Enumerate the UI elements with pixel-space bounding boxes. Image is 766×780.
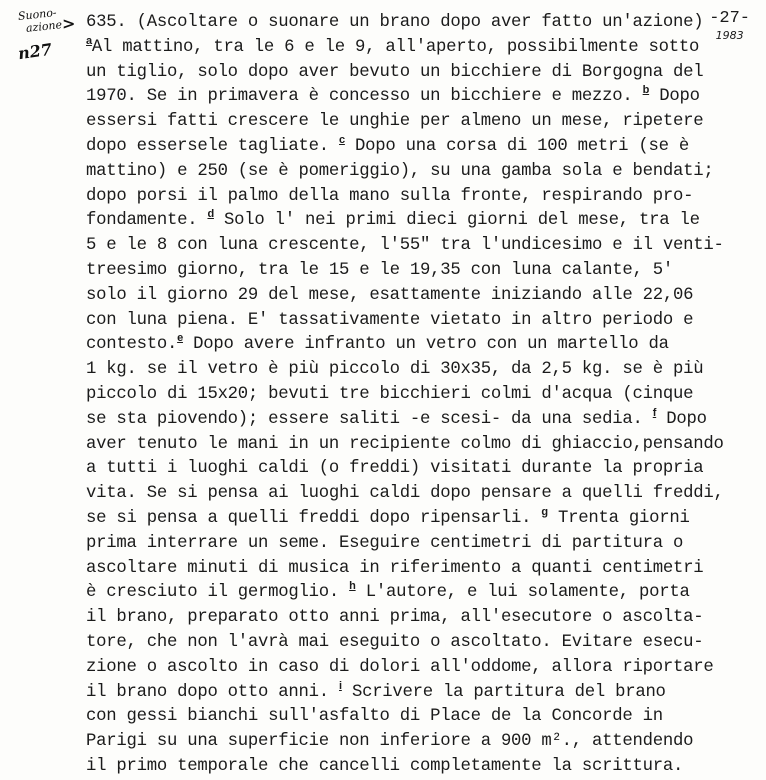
- text-line: [86, 557, 756, 582]
- footnote-marker: g: [541, 505, 548, 518]
- text-segment: zione o ascolto in caso di dolori all'oddome, allora riportare: [86, 657, 714, 677]
- text-segment: il brano, preparato otto anni prima, all'esecutore o ascolta-: [86, 608, 704, 628]
- text-segment: 5 e le 8 con luna crescente, l'55" tra l'undicesimo e il venti-: [86, 236, 724, 256]
- text-line: [86, 730, 756, 755]
- text-segment: prima interrare un seme. Eseguire centimetri di partitura o: [86, 533, 684, 553]
- text-line: [86, 507, 756, 532]
- footnote-marker: h: [349, 580, 356, 593]
- footnote-marker: b: [642, 84, 650, 97]
- text-line: [86, 457, 756, 482]
- text-segment: un tiglio, solo dopo aver bevuto un bicchiere di Borgogna del: [86, 62, 704, 82]
- text-segment: fondamente.: [86, 211, 208, 231]
- footnote-marker: i: [339, 679, 342, 692]
- text-segment: L'autore, e lui solamente, porta: [355, 583, 690, 603]
- text-segment: è cresciuto il germoglio.: [86, 583, 350, 603]
- text-segment: con luna piena. E' tassativamente vietato in altro periodo e: [86, 310, 694, 330]
- text-segment: Dopo avere infranto un vetro con un martello da: [182, 335, 669, 355]
- text-segment: Dopo una corsa di 100 metri (se è: [344, 136, 689, 156]
- text-segment: solo il giorno 29 del mese, esattamente iniziando alle 22,06: [86, 285, 694, 305]
- text-segment: treesimo giorno, tra le 15 e le 19,35 con luna calante, 5': [86, 260, 673, 280]
- text-segment: Dopo: [649, 87, 700, 107]
- text-line: [86, 209, 756, 234]
- text-line: [86, 656, 756, 681]
- text-line: [86, 259, 756, 284]
- text-line: [86, 681, 756, 706]
- text-segment: se sta piovendo); essere saliti -e scesi- da una sedia.: [86, 409, 653, 429]
- margin-note-word-bottom: azione: [25, 18, 63, 35]
- margin-arrow-icon: >: [62, 14, 76, 33]
- text-segment: aver tenuto le mani in un recipiente colmo di ghiaccio,pensando: [86, 434, 724, 454]
- page-year: 1983: [715, 29, 744, 42]
- text-segment: Trenta giorni: [547, 508, 690, 528]
- text-line: [86, 482, 756, 507]
- text-line: [86, 581, 756, 606]
- footnote-marker: d: [207, 208, 214, 221]
- text-line: [86, 408, 756, 433]
- footnote-marker: a: [86, 34, 92, 47]
- body-text: [86, 11, 756, 780]
- text-segment: Solo l' nei primi dieci giorni del mese, tra le: [213, 211, 700, 231]
- text-line: [86, 284, 756, 309]
- text-segment: dopo essersele tagliate.: [86, 136, 340, 156]
- text-line: [86, 532, 756, 557]
- footnote-marker: f: [652, 406, 657, 419]
- text-segment: ascoltare minuti di musica in riferimento a quanti centimetri: [86, 558, 704, 578]
- text-segment: Dopo: [656, 409, 707, 429]
- text-line: [86, 85, 756, 110]
- text-segment: mattino) e 250 (se è pomeriggio), su una gamba sola e bendati;: [86, 161, 714, 181]
- text-line: [86, 36, 756, 61]
- page-number-text: -27-: [709, 9, 750, 28]
- text-line: [86, 433, 756, 458]
- text-line: [86, 755, 756, 780]
- text-segment: il primo temporale che cancelli completamente la scrittura.: [86, 756, 684, 776]
- text-segment: Scrivere la partitura del brano: [341, 682, 666, 702]
- text-segment: a tutti i luoghi caldi (o freddi) visitati durante la propria: [86, 459, 704, 479]
- margin-note-number: n27: [16, 39, 54, 64]
- text-segment: 1 kg. se il vetro è più piccolo di 30x35, da 2,5 kg. se è più: [86, 360, 704, 380]
- text-line: [86, 61, 756, 86]
- text-segment: 635. (Ascoltare o suonare un brano dopo aver fatto un'azione): [86, 13, 704, 32]
- text-line: [86, 631, 756, 656]
- text-segment: tore, che non l'avrà mai eseguito o ascoltato. Evitare esecu-: [86, 632, 704, 652]
- text-segment: 1970. Se in primavera è concesso un bicchiere e mezzo.: [86, 87, 643, 107]
- text-segment: il brano dopo otto anni.: [86, 682, 340, 702]
- text-line: [86, 333, 756, 358]
- text-segment: con gessi bianchi sull'asfalto di Place de la Concorde in: [86, 707, 663, 727]
- text-line: [86, 110, 756, 135]
- text-line: [86, 135, 756, 160]
- footnote-marker: e: [177, 332, 183, 345]
- text-segment: essersi fatti crescere le unghie per almeno un mese, ripetere: [86, 112, 704, 132]
- text-line: [86, 383, 756, 408]
- text-segment: se si pensa a quelli freddi dopo ripensarli.: [86, 508, 542, 528]
- text-segment: contesto.: [86, 335, 178, 355]
- margin-note-word-top: Suono-: [17, 6, 58, 23]
- text-line: [86, 358, 756, 383]
- text-segment: Al mattino, tra le 6 e le 9, all'aperto, possibilmente sotto: [91, 37, 700, 57]
- text-segment: dopo porsi il palmo della mano sulla fronte, respirando pro-: [86, 186, 694, 206]
- text-line: [86, 234, 756, 259]
- text-line: [86, 309, 756, 334]
- text-line: [86, 705, 756, 730]
- text-segment: vita. Se si pensa ai luoghi caldi dopo pensare a quelli freddi,: [86, 484, 724, 504]
- footnote-marker: c: [339, 133, 345, 146]
- text-line: [86, 185, 756, 210]
- text-line: [86, 606, 756, 631]
- text-line: [86, 11, 756, 36]
- text-segment: Parigi su una superficie non inferiore a 900 m²., attendendo: [86, 732, 694, 752]
- text-line: [86, 160, 756, 185]
- text-segment: piccolo di 15x20; bevuti tre bicchieri colmi d'acqua (cinque: [86, 384, 694, 404]
